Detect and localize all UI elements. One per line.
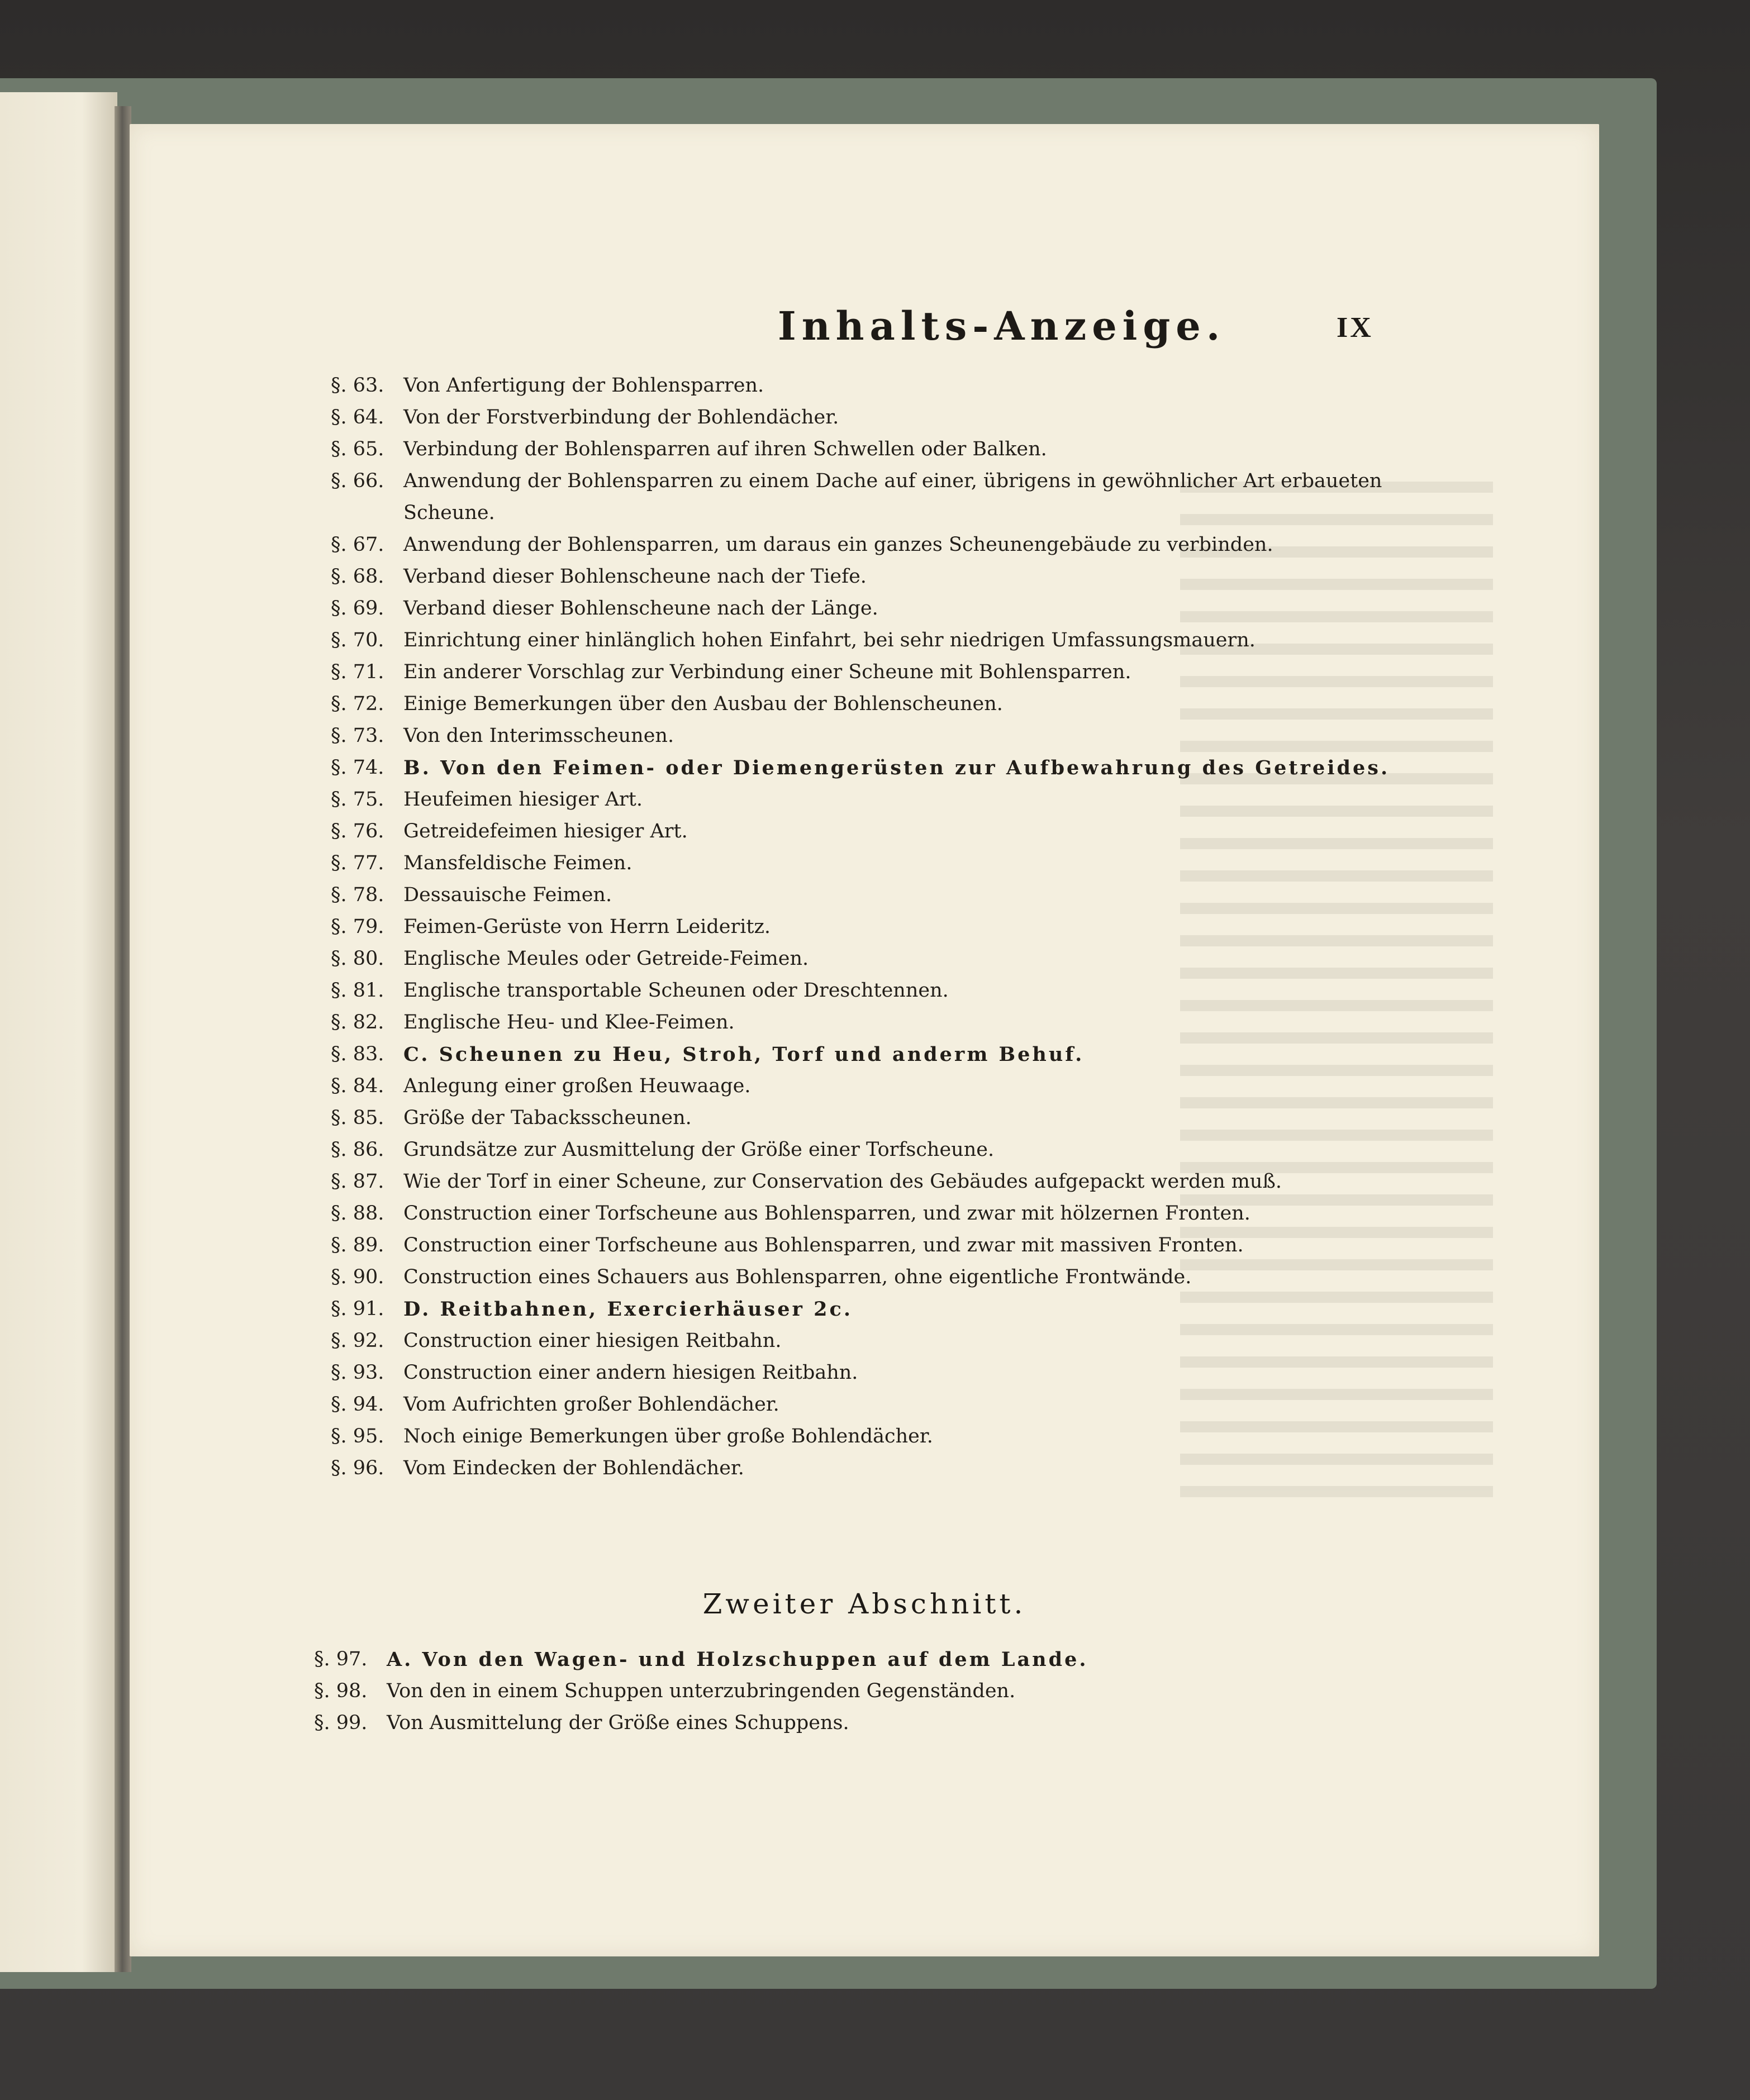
entry-title: Anlegung einer großen Heuwaage. — [403, 1075, 751, 1097]
toc-entry — [331, 1389, 1448, 1421]
section-number: §. 75. — [331, 788, 384, 811]
section-number: §. 90. — [331, 1266, 384, 1288]
section-number: §. 76. — [331, 820, 384, 842]
toc-entry — [331, 1453, 1448, 1484]
section-number: §. 70. — [331, 629, 384, 651]
entry-title: Von Ausmittelung der Größe eines Schuppens. — [387, 1712, 849, 1734]
entry-title: Construction einer Torfscheune aus Bohlensparren, und zwar mit hölzernen Fronten. — [403, 1202, 1250, 1225]
entry-title: D. Reitbahnen, Exercierhäuser 2c. — [403, 1298, 853, 1321]
toc-entry — [314, 1675, 1432, 1707]
section-number: §. 98. — [314, 1680, 368, 1702]
section-number: §. 73. — [331, 725, 384, 747]
section-number: §. 83. — [331, 1043, 384, 1065]
section-number: §. 63. — [331, 374, 384, 397]
entry-title: Construction einer Torfscheune aus Bohlensparren, und zwar mit massiven Fronten. — [403, 1234, 1244, 1256]
section-number: §. 72. — [331, 693, 384, 715]
section-number: §. 85. — [331, 1107, 384, 1129]
section-number: §. 95. — [331, 1425, 384, 1447]
toc-entry — [331, 1198, 1448, 1230]
toc-entry — [331, 1134, 1448, 1166]
section-number: §. 92. — [331, 1330, 384, 1352]
entry-title: Einrichtung einer hinlänglich hohen Einfahrt, bei sehr niedrigen Umfassungsmauern. — [403, 629, 1256, 651]
entry-title: Feimen-Gerüste von Herrn Leideritz. — [403, 916, 771, 938]
page-number: IX — [1337, 312, 1373, 344]
toc-entry — [331, 593, 1448, 625]
toc-entry — [331, 402, 1448, 434]
toc-entry — [331, 656, 1448, 688]
toc-entry — [331, 688, 1448, 720]
entry-title: Verbindung der Bohlensparren auf ihren Schwellen oder Balken. — [403, 438, 1047, 460]
section-number: §. 82. — [331, 1011, 384, 1034]
entry-title: Heufeimen hiesiger Art. — [403, 788, 643, 811]
toc-entry — [331, 879, 1448, 911]
section-number: §. 86. — [331, 1139, 384, 1161]
section-number: §. 66. — [331, 470, 384, 492]
entry-title: Größe der Tabacksscheunen. — [403, 1107, 692, 1129]
entry-title: Verband dieser Bohlenscheune nach der Tiefe. — [403, 565, 867, 588]
toc-entry — [331, 847, 1448, 879]
entry-title: Von den Interimsscheunen. — [403, 725, 674, 747]
entry-title: Englische Meules oder Getreide-Feimen. — [403, 947, 809, 970]
section-number: §. 78. — [331, 884, 384, 906]
section-number: §. 94. — [331, 1393, 384, 1416]
entry-title: Ein anderer Vorschlag zur Verbindung einer Scheune mit Bohlensparren. — [403, 661, 1131, 683]
toc-entry — [331, 816, 1448, 847]
toc-entry — [331, 561, 1448, 593]
section-heading: Zweiter Abschnitt. — [702, 1588, 1026, 1620]
previous-page-edge — [0, 92, 117, 1972]
toc-entry — [331, 752, 1448, 784]
section-number: §. 80. — [331, 947, 384, 970]
section-number: §. 97. — [314, 1648, 368, 1670]
toc-entry — [331, 434, 1448, 465]
toc-entry — [331, 1166, 1448, 1198]
toc-entry — [331, 1070, 1448, 1102]
toc-entry — [331, 1007, 1448, 1039]
toc-entry — [314, 1707, 1432, 1739]
toc-entry — [331, 1357, 1448, 1389]
toc-entry — [331, 1293, 1448, 1325]
entry-title: A. Von den Wagen- und Holzschuppen auf dem Lande. — [387, 1648, 1088, 1671]
toc-entry — [331, 911, 1448, 943]
section-number: §. 71. — [331, 661, 384, 683]
table-of-contents — [331, 370, 1448, 1484]
book-gutter — [115, 106, 131, 1972]
entry-title: Anwendung der Bohlensparren zu einem Dache auf einer, übrigens in gewöhnlicher Art erbaueten Scheune. — [403, 470, 1382, 524]
entry-title: Getreidefeimen hiesiger Art. — [403, 820, 688, 842]
section-number: §. 77. — [331, 852, 384, 874]
toc-entry — [331, 1325, 1448, 1357]
entry-title: Englische Heu- und Klee-Feimen. — [403, 1011, 735, 1034]
entry-title: Wie der Torf in einer Scheune, zur Conservation des Gebäudes aufgepackt werden muß. — [403, 1170, 1282, 1193]
section-number: §. 99. — [314, 1712, 368, 1734]
section-number: §. 91. — [331, 1298, 384, 1320]
section-number: §. 65. — [331, 438, 384, 460]
toc-entry — [331, 529, 1448, 561]
entry-title: B. Von den Feimen- oder Diemengerüsten zur Aufbewahrung des Getreides. — [403, 756, 1390, 779]
entry-title: Construction eines Schauers aus Bohlensparren, ohne eigentliche Frontwände. — [403, 1266, 1192, 1288]
toc-entry — [331, 784, 1448, 816]
toc-entry — [331, 720, 1448, 752]
document-page — [130, 124, 1599, 1956]
entry-title: Verband dieser Bohlenscheune nach der Länge. — [403, 597, 878, 620]
page-header — [130, 303, 1599, 370]
toc-entry — [331, 1261, 1448, 1293]
section-number: §. 88. — [331, 1202, 384, 1225]
table-of-contents-part-2 — [314, 1644, 1432, 1739]
entry-title: Dessauische Feimen. — [403, 884, 612, 906]
entry-title: Grundsätze zur Ausmittelung der Größe einer Torfscheune. — [403, 1139, 995, 1161]
entry-title: Von Anfertigung der Bohlensparren. — [403, 374, 764, 397]
toc-entry — [331, 1421, 1448, 1453]
page-title: Inhalts-Anzeige. — [778, 303, 1226, 349]
entry-title: Von der Forstverbindung der Bohlendächer. — [403, 406, 839, 428]
toc-entry — [331, 1230, 1448, 1261]
entry-title: Mansfeldische Feimen. — [403, 852, 633, 874]
entry-title: Vom Aufrichten großer Bohlendächer. — [403, 1393, 779, 1416]
entry-title: Construction einer andern hiesigen Reitbahn. — [403, 1361, 858, 1384]
entry-title: Einige Bemerkungen über den Ausbau der Bohlenscheunen. — [403, 693, 1003, 715]
section-number: §. 81. — [331, 979, 384, 1002]
toc-entry — [331, 465, 1448, 529]
entry-title: Englische transportable Scheunen oder Dreschtennen. — [403, 979, 949, 1002]
toc-entry — [331, 625, 1448, 656]
section-number: §. 93. — [331, 1361, 384, 1384]
section-number: §. 68. — [331, 565, 384, 588]
section-number: §. 74. — [331, 756, 384, 779]
toc-entry — [331, 370, 1448, 402]
toc-entry — [314, 1644, 1432, 1675]
toc-entry — [331, 1039, 1448, 1070]
entry-title: Noch einige Bemerkungen über große Bohlendächer. — [403, 1425, 933, 1447]
section-number: §. 69. — [331, 597, 384, 620]
entry-title: Construction einer hiesigen Reitbahn. — [403, 1330, 782, 1352]
section-number: §. 79. — [331, 916, 384, 938]
section-number: §. 84. — [331, 1075, 384, 1097]
toc-entry — [331, 943, 1448, 975]
section-number: §. 64. — [331, 406, 384, 428]
entry-title: C. Scheunen zu Heu, Stroh, Torf und anderm Behuf. — [403, 1043, 1085, 1066]
toc-entry — [331, 1102, 1448, 1134]
section-number: §. 87. — [331, 1170, 384, 1193]
section-number: §. 96. — [331, 1457, 384, 1479]
section-number: §. 89. — [331, 1234, 384, 1256]
section-number: §. 67. — [331, 534, 384, 556]
entry-title: Anwendung der Bohlensparren, um daraus ein ganzes Scheunengebäude zu verbinden. — [403, 534, 1273, 556]
toc-entry — [331, 975, 1448, 1007]
entry-title: Von den in einem Schuppen unterzubringenden Gegenständen. — [387, 1680, 1016, 1702]
entry-title: Vom Eindecken der Bohlendächer. — [403, 1457, 744, 1479]
